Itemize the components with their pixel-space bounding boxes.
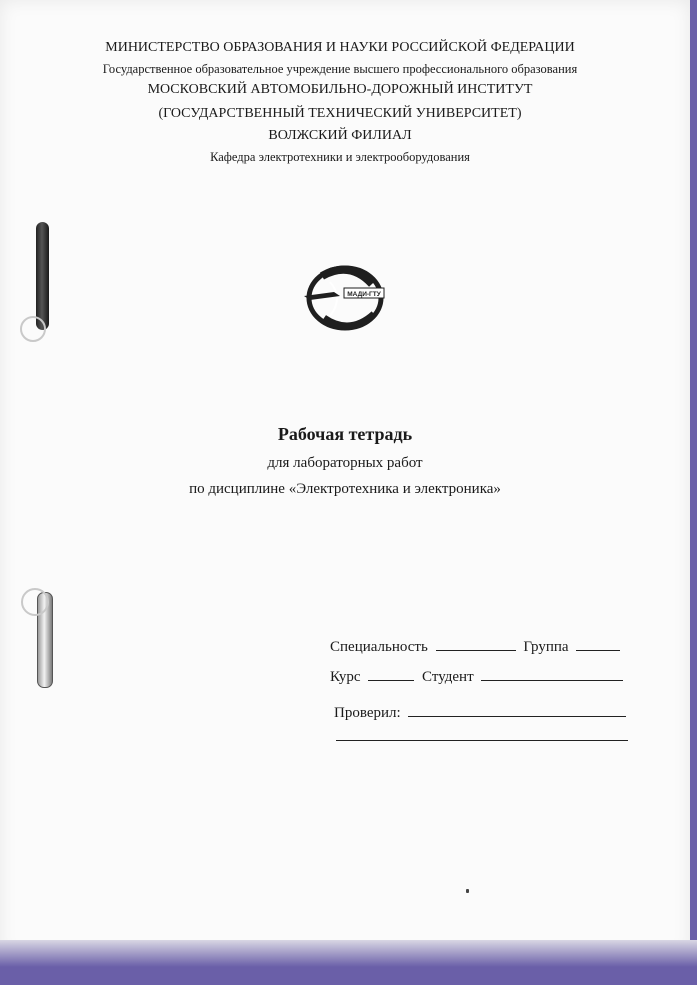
header-block [0,40,680,165]
department-name: Кафедра электротехники и электрооборудования [210,150,470,164]
checked-blank[interactable] [408,702,626,717]
document-subtitle-discipline: по дисциплине «Электротехника и электроника» [189,481,501,497]
student-blank[interactable] [481,666,623,681]
course-label: Курс [330,669,361,685]
group-label: Группа [523,639,569,655]
branch-name: ВОЛЖСКИЙ ФИЛИАЛ [268,128,412,143]
checked-second-row [336,726,628,746]
checked-label: Проверил: [334,705,401,721]
institute-name: МОСКОВСКИЙ АВТОМОБИЛЬНО-ДОРОЖНЫЙ ИНСТИТУТ [147,82,533,97]
student-label: Студент [422,669,474,685]
page-bottom-edge [0,940,697,985]
specialty-label: Специальность [330,639,428,655]
specialty-group-row [330,636,620,656]
binder-ring-top [20,316,46,342]
institution-type: Государственное образовательное учреждение высшего профессионального образования [102,62,578,76]
binder-ring-bottom [21,588,49,616]
title-block [0,424,690,498]
group-blank[interactable] [576,636,620,651]
document-title: Рабочая тетрадь [277,424,413,444]
document-subtitle-purpose: для лабораторных работ [267,455,423,471]
course-blank[interactable] [368,666,414,681]
paper-speck [466,889,469,893]
specialty-blank[interactable] [436,636,516,651]
course-student-row [330,666,623,686]
logo-text: МАДИ-ГТУ [347,291,381,298]
ministry-name: МИНИСТЕРСТВО ОБРАЗОВАНИЯ И НАУКИ РОССИЙСКОЙ ФЕДЕРАЦИИ [105,40,575,55]
binder-clip-top [36,222,49,330]
checked-row [334,702,626,722]
university-status: (ГОСУДАРСТВЕННЫЙ ТЕХНИЧЕСКИЙ УНИВЕРСИТЕТ) [158,106,522,121]
madi-logo [300,262,390,334]
checked-blank-second-line[interactable] [336,726,628,741]
